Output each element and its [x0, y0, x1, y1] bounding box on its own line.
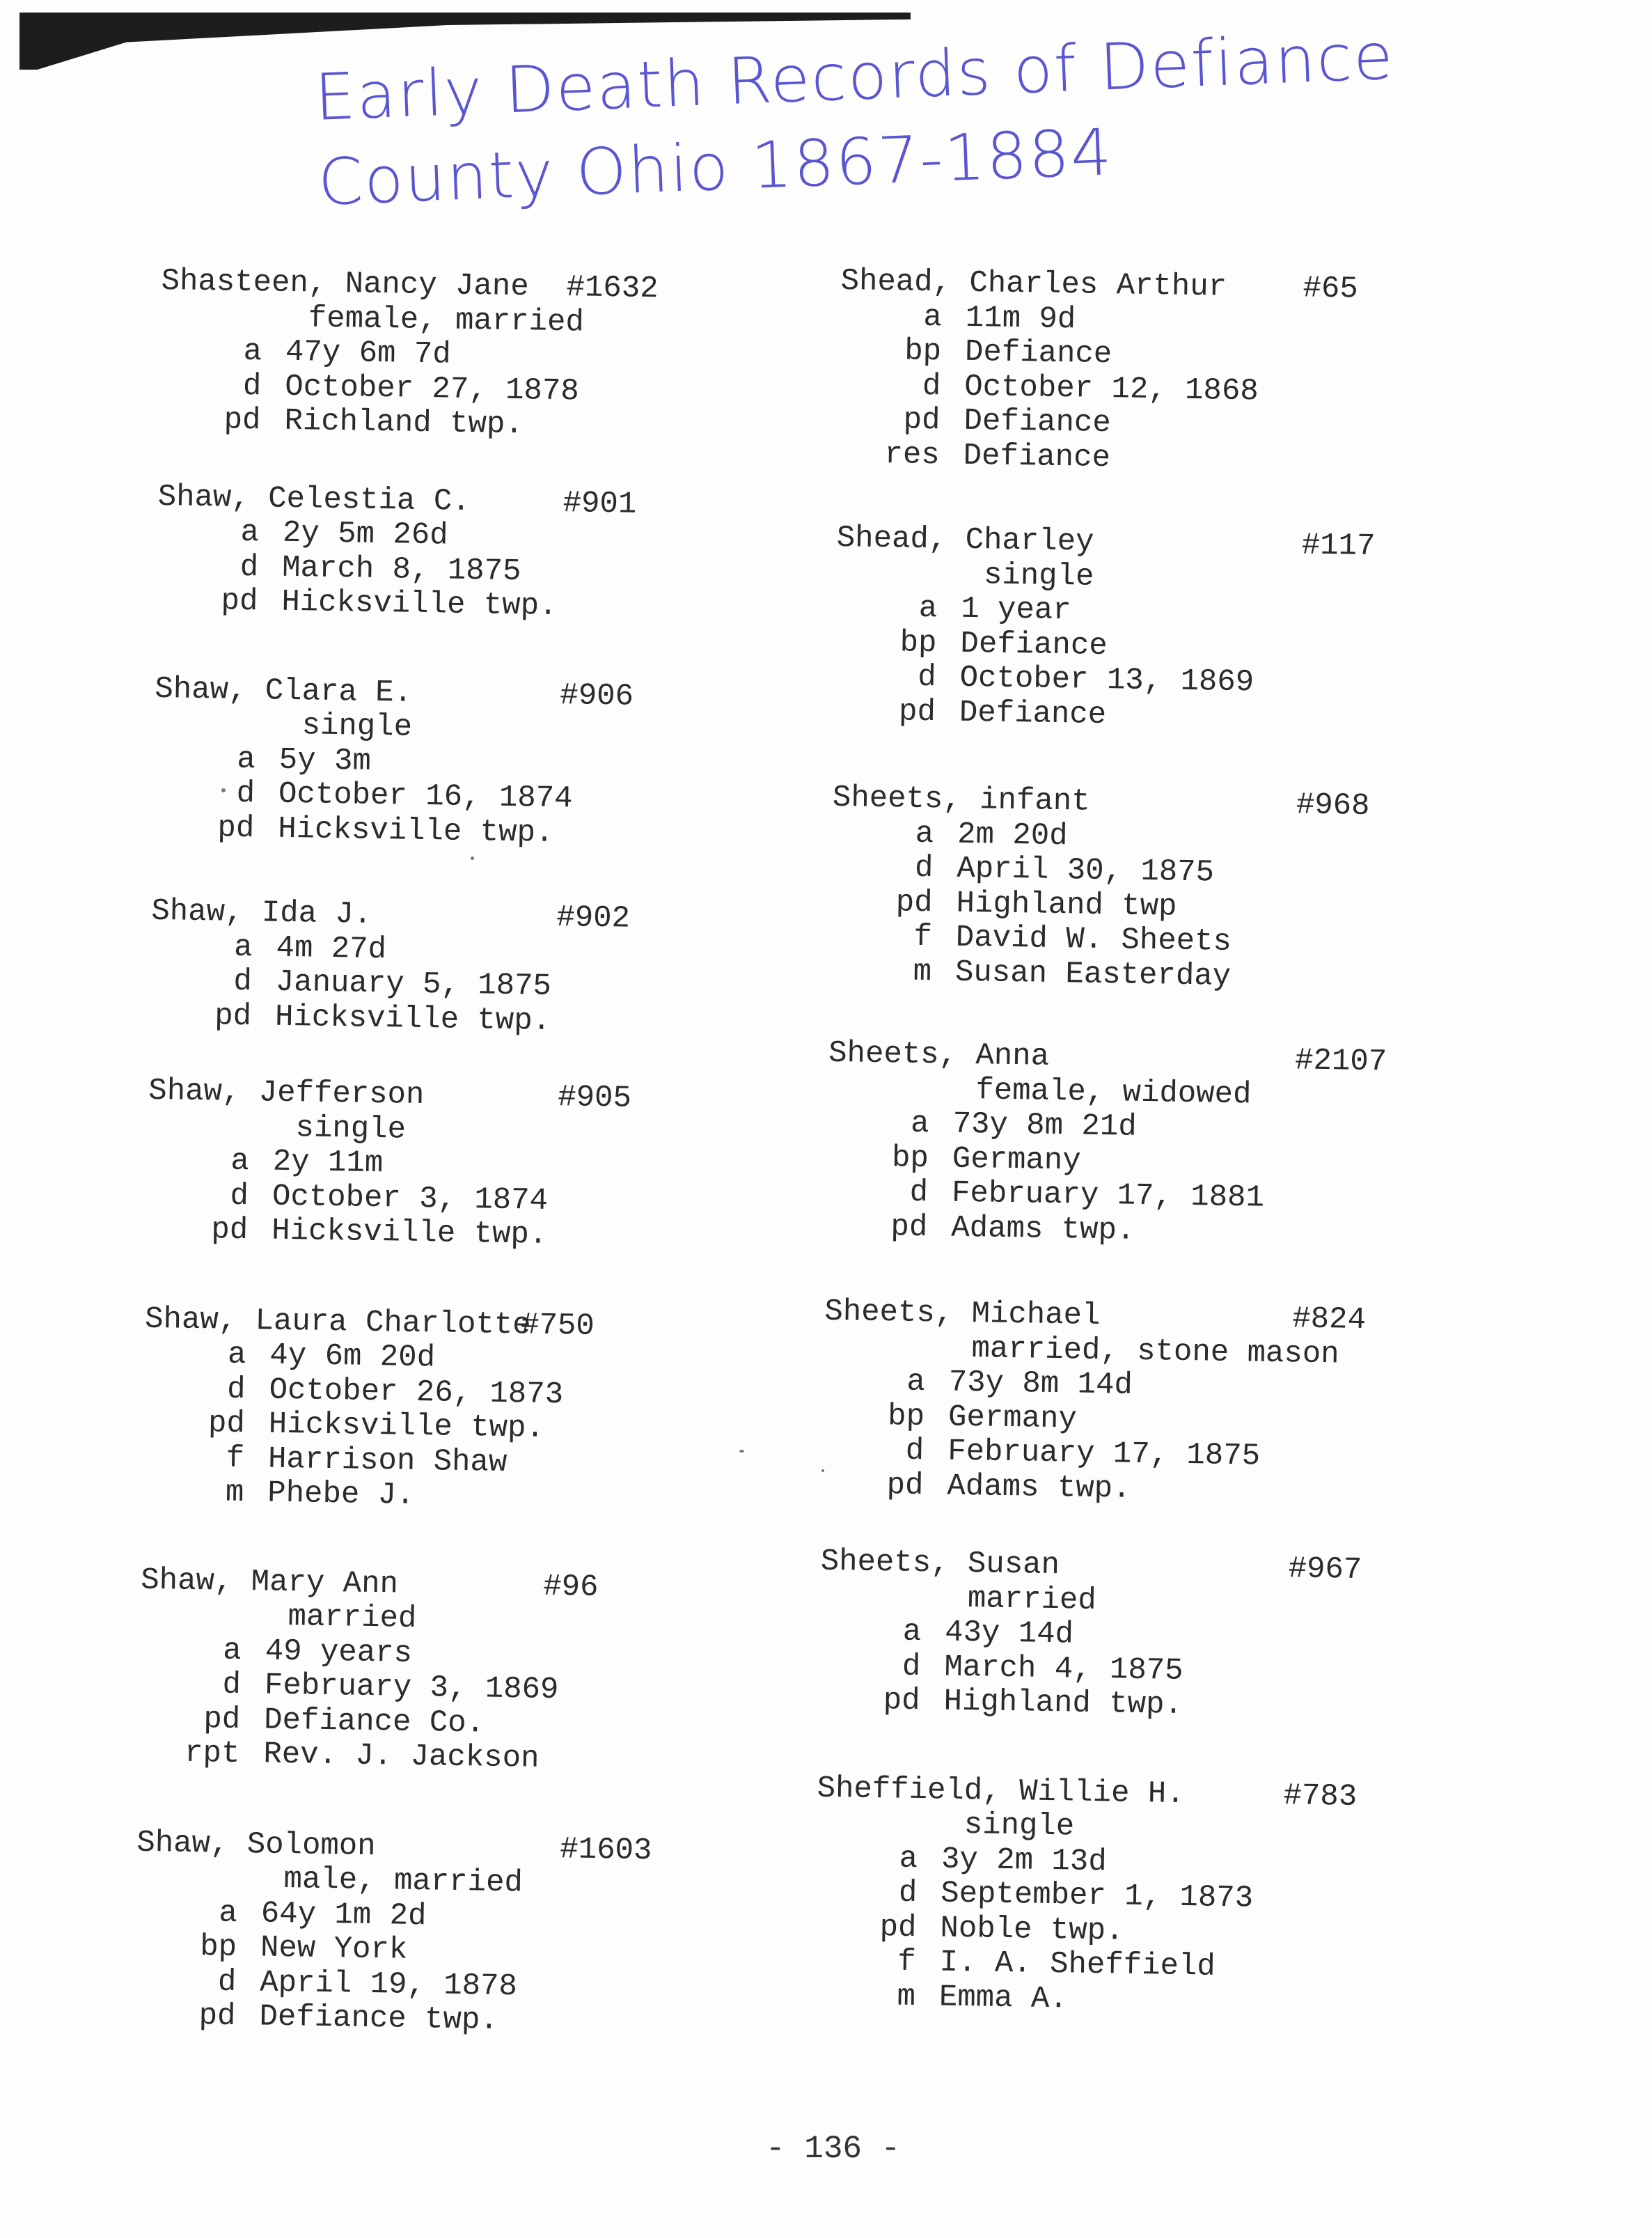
field-code: bp [887, 1398, 925, 1434]
record-name: Shead, Charles Arthur [840, 264, 1227, 305]
record-status: single [301, 708, 413, 745]
record-entry [142, 1302, 716, 1518]
record-number: #905 [557, 1080, 632, 1116]
field-code: d [909, 1175, 929, 1211]
field-code: d [222, 1667, 242, 1703]
record-entry [156, 480, 729, 627]
field-code: a [918, 590, 938, 627]
field-value: 5y 3m [278, 742, 372, 779]
record-number: #901 [563, 485, 637, 522]
field-code: a [233, 930, 253, 965]
field-code: a [906, 1364, 926, 1400]
record-entry [146, 1074, 720, 1255]
field-code: d [230, 1178, 249, 1214]
field-value: Richland twp. [284, 403, 524, 443]
record-name: Shaw, Ida J. [151, 893, 372, 932]
field-value: Susan Easterday [954, 955, 1232, 994]
field-value: Defiance [963, 403, 1112, 441]
record-name: Sheets, Anna [828, 1035, 1050, 1074]
record-status: single [983, 557, 1094, 595]
field-code: d [905, 1433, 925, 1469]
record-status: married [967, 1581, 1097, 1618]
field-code: d [242, 368, 262, 404]
field-value: I. A. Sheffield [939, 1945, 1216, 1985]
field-value: Rev. J. Jackson [263, 1737, 540, 1776]
field-code: d [233, 964, 253, 1000]
title-line-1: Early Death Records of Defiance [313, 19, 1396, 135]
field-value: Noble twp. [940, 1911, 1124, 1949]
field-code: a [910, 1106, 930, 1142]
record-entry [821, 1295, 1424, 1511]
field-code: a [243, 334, 262, 370]
field-code: pd [223, 402, 261, 439]
field-value: 1 year [960, 591, 1072, 629]
field-value: Adams twp. [950, 1210, 1135, 1249]
field-value: 47y 6m 7d [285, 334, 452, 373]
record-status: married [288, 1599, 417, 1636]
field-code: d [226, 1372, 246, 1407]
scan-speck [221, 788, 226, 792]
field-code: pd [198, 1998, 236, 2034]
field-code: pd [203, 1701, 241, 1737]
field-code: a [237, 742, 256, 777]
record-name: Shead, Charley [836, 520, 1094, 560]
title-line-2: County Ohio 1867-1884 [316, 115, 1115, 220]
field-value: 73y 8m 21d [952, 1106, 1138, 1145]
record-entry [837, 265, 1440, 480]
field-value: David W. Sheets [955, 920, 1232, 960]
field-value: March 8, 1875 [281, 550, 521, 589]
record-entry [830, 781, 1432, 997]
field-code: m [897, 1979, 916, 2014]
handwritten-title [313, 10, 1502, 226]
field-value: Germany [952, 1141, 1082, 1179]
field-value: Highland twp [956, 886, 1177, 925]
field-code: m [225, 1475, 244, 1511]
field-code: pd [890, 1209, 928, 1245]
field-code: pd [898, 694, 936, 730]
record-number: #1603 [559, 1831, 652, 1868]
field-code: d [217, 1964, 237, 2000]
field-value: 2m 20d [957, 817, 1068, 854]
field-code: a [899, 1841, 918, 1877]
field-value: 73y 8m 14d [948, 1365, 1133, 1403]
right-record-column [814, 265, 1440, 2022]
field-value: October 27, 1878 [284, 369, 580, 409]
field-value: April 19, 1878 [259, 1965, 518, 2004]
left-record-column [134, 265, 732, 2042]
field-value: October 26, 1873 [269, 1372, 564, 1412]
field-value: Hicksville twp. [268, 1407, 545, 1446]
field-code: pd [903, 402, 941, 439]
field-value: Germany [947, 1400, 1078, 1437]
record-entry [834, 522, 1436, 737]
field-value: 43y 14d [944, 1615, 1074, 1652]
field-code: pd [211, 1212, 249, 1249]
field-value: Phebe J. [267, 1476, 415, 1513]
field-value: Harrison Shaw [267, 1441, 508, 1480]
field-value: October 13, 1869 [959, 660, 1254, 701]
record-number: #117 [1301, 528, 1376, 565]
record-entry [159, 265, 732, 446]
field-value: 2y 11m [272, 1144, 384, 1182]
scan-speck [821, 1469, 824, 1472]
field-value: Hicksville twp. [281, 584, 558, 624]
field-value: 3y 2m 13d [941, 1842, 1108, 1879]
field-value: February 17, 1875 [947, 1434, 1261, 1474]
field-code: a [219, 1895, 238, 1931]
field-value: 2y 5m 26d [282, 515, 448, 554]
field-code: d [922, 368, 941, 404]
record-name: Shaw, Jefferson [148, 1073, 425, 1113]
field-value: New York [260, 1930, 408, 1968]
field-code: f [226, 1441, 245, 1476]
field-code: d [917, 659, 937, 696]
field-code: pd [895, 884, 934, 921]
record-number: #906 [559, 678, 634, 714]
field-value: Defiance [964, 334, 1112, 373]
field-code: d [914, 850, 934, 886]
record-entry [150, 895, 723, 1042]
field-code: m [913, 954, 932, 989]
field-code: a [230, 1143, 250, 1180]
field-code: d [902, 1649, 921, 1684]
field-code: f [913, 919, 933, 955]
field-code: d [898, 1875, 918, 1911]
field-value: February 3, 1869 [264, 1668, 559, 1708]
field-code: pd [883, 1683, 921, 1719]
record-entry [818, 1545, 1419, 1727]
record-name: Sheffield, Willie H. [817, 1771, 1186, 1812]
record-number: #902 [556, 900, 631, 937]
field-code: bp [899, 625, 937, 661]
record-entry [152, 672, 726, 853]
record-name: Shaw, Mary Ann [140, 1563, 399, 1602]
field-value: Defiance [959, 695, 1107, 733]
record-name: Sheets, infant [832, 780, 1090, 820]
scan-speck [471, 856, 474, 860]
field-value: Emma A. [938, 1980, 1069, 2017]
record-status: female, widowed [975, 1072, 1252, 1112]
field-value: October 16, 1874 [278, 776, 573, 817]
record-entry [134, 1826, 708, 2042]
record-number: #783 [1283, 1778, 1358, 1815]
page-number: - 136 - [766, 2131, 901, 2167]
field-value: Defiance Co. [263, 1703, 485, 1742]
record-status: married, stone mason [971, 1331, 1339, 1372]
record-number: #1632 [566, 270, 659, 307]
field-value: Adams twp. [947, 1469, 1131, 1507]
field-code: res [884, 437, 941, 473]
field-value: April 30, 1875 [956, 851, 1215, 891]
record-name: Shaw, Laura Charlotte [144, 1301, 532, 1343]
field-value: Defiance [963, 438, 1111, 476]
record-number: #65 [1303, 271, 1359, 307]
record-entry [826, 1037, 1428, 1253]
record-entry [138, 1563, 712, 1779]
record-name: Sheets, Michael [824, 1294, 1101, 1334]
field-value: September 1, 1873 [940, 1876, 1254, 1916]
field-code: rpt [184, 1735, 240, 1772]
field-value: 11m 9d [965, 300, 1076, 337]
field-code: a [915, 816, 934, 852]
record-name: Shaw, Clara E. [155, 671, 413, 711]
record-entry [814, 1771, 1416, 2022]
record-number: #2107 [1294, 1043, 1387, 1080]
field-code: bp [904, 334, 942, 370]
field-code: pd [221, 584, 258, 620]
field-value: October 3, 1874 [272, 1179, 549, 1219]
field-code: a [902, 1614, 922, 1650]
record-name: Shaw, Celestia C. [157, 479, 471, 519]
field-code: a [240, 515, 260, 551]
field-value: 64y 1m 2d [260, 1896, 427, 1934]
field-code: bp [199, 1930, 237, 1965]
field-value: 49 years [265, 1634, 413, 1671]
field-code: pd [217, 810, 255, 846]
field-value: January 5, 1875 [275, 964, 552, 1004]
field-value: October 12, 1868 [963, 369, 1259, 409]
field-value: March 4, 1875 [943, 1650, 1183, 1689]
field-code: pd [886, 1467, 924, 1503]
field-value: Hicksville twp. [271, 1213, 548, 1253]
record-name: Shasteen, Nancy Jane [161, 264, 530, 305]
field-value: Hicksville twp. [274, 999, 551, 1039]
record-number: #96 [542, 1569, 599, 1605]
field-value: Highland twp. [943, 1684, 1183, 1723]
record-number: #750 [520, 1307, 595, 1344]
record-number: #968 [1296, 788, 1370, 824]
field-code: bp [891, 1140, 929, 1176]
record-status: single [295, 1110, 407, 1148]
record-name: Sheets, Susan [820, 1544, 1060, 1583]
field-value: February 17, 1881 [951, 1175, 1265, 1216]
field-code: f [897, 1944, 917, 1980]
field-code: a [222, 1633, 242, 1668]
record-number: #967 [1288, 1551, 1362, 1588]
field-value: 4y 6m 20d [269, 1338, 436, 1376]
field-code: pd [214, 998, 252, 1034]
field-value: Defiance [960, 626, 1108, 664]
field-code: a [227, 1337, 246, 1373]
record-status: female, married [308, 300, 585, 341]
record-number: #824 [1291, 1301, 1367, 1338]
field-value: Hicksville twp. [277, 811, 554, 851]
field-code: pd [879, 1909, 917, 1946]
field-code: a [923, 299, 943, 335]
field-code: d [236, 776, 255, 812]
scan-speck [739, 1450, 744, 1453]
record-status: male, married [283, 1862, 524, 1901]
record-status: single [963, 1808, 1075, 1845]
field-value: Defiance twp. [259, 1999, 499, 2038]
field-code: pd [207, 1406, 246, 1442]
field-value: 4m 27d [276, 930, 387, 967]
record-name: Shaw, Solomon [136, 1825, 377, 1864]
field-code: d [239, 549, 259, 585]
